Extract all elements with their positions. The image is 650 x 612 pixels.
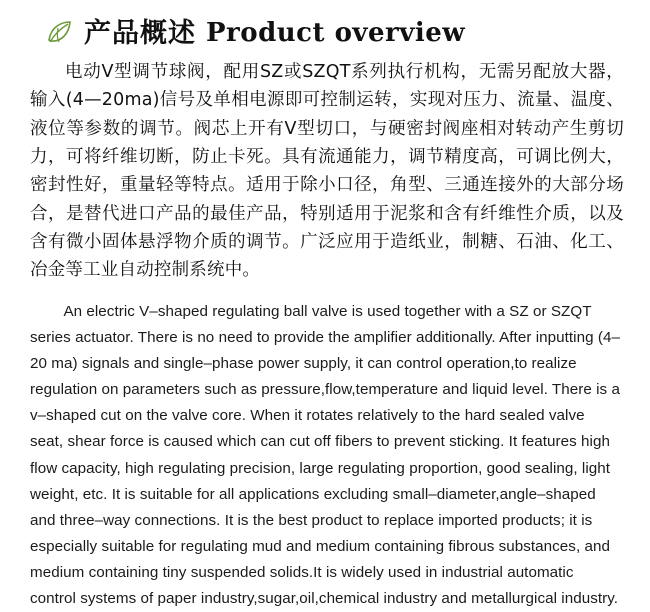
- description-paragraph-en: An electric V–shaped regulating ball valve is used together with a SZ or SZQT series actuator. There is no need to provide the amplifier additionally. After inputting (4–20 ma) signals and single–phase power supply, it can control operation,to realize regulation on parameters such as pressure,flow,temperature and liquid level. There is a v–shaped cut on the valve core. When it rotates relatively to the hard sealed valve seat, shear force is caused which can cut off fibers to prevent sticking. It features high flow capacity, high regulating precision, large regulating proportion, good sealing, light weight, etc. It is suitable for all applications excluding small–diameter,angle–shaped and three–way connections. It is the best product to replace imported products; it is especially suitable for regulating mud and medium containing fibrous substances, and medium containing tiny suspended solids.It is widely used in industrial automatic control systems of paper industry,sugar,oil,chemical industry and metallurgical industry.: [30, 302, 620, 608]
- page-title-en: Product overview: [206, 18, 466, 48]
- section-header: [18, 18, 632, 48]
- leaf-monogram-icon: [44, 18, 74, 48]
- description-paragraph-cn: 电动V型调节球阀，配用SZ或SZQT系列执行机构，无需另配放大器，输入(4—20ma)信号及单相电源即可控制运转，实现对压力、流量、温度、液位等参数的调节。阀芯上开有V型切口，与硬密封阀座相对转动产生剪切力，可将纤维切断，防止卡死。具有流通能力，调节精度高，可调比例大，密封性好，重量轻等特点。适用于除小口径，角型、三通连接外的大部分场合，是替代进口产品的最佳产品，特别适用于泥浆和含有纤维性介质，以及含有微小固体悬浮物介质的调节。广泛应用于造纸业，制糖、石油、化工、冶金等工业自动控制系统中。: [30, 62, 624, 281]
- page-title-cn: 产品概述: [84, 17, 196, 49]
